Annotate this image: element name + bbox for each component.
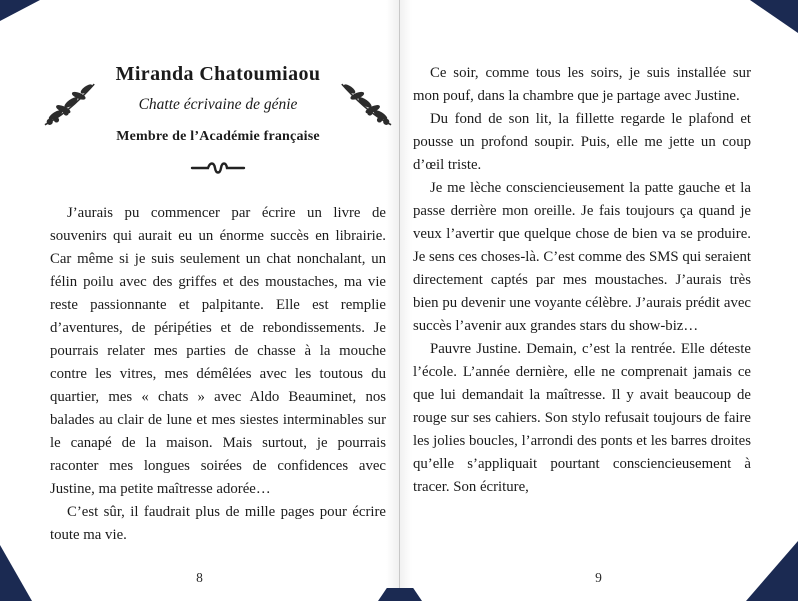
olive-branch-left-icon bbox=[42, 76, 100, 130]
page-number-left: 8 bbox=[196, 570, 203, 585]
paragraph: Je me lèche consciencieusement la patte gauche et la passe derrière mon oreille. Je fais toujours ça quand je veux l’avertir que quelque chose de bien va se produire. Je sens ces choses-là. C’est comme des SMS qui seraient directement captés par mes moustaches. J’aurais très bien pu devenir une voyante célèbre. J’aurais prédit avec succès l’avenir aux grandes stars du show-biz… bbox=[413, 180, 751, 334]
page-title: Miranda Chatoumiaou bbox=[115, 63, 321, 85]
page-right-content bbox=[413, 62, 751, 499]
chapter-header bbox=[50, 62, 386, 176]
paragraph: Pauvre Justine. Demain, c’est la rentrée. Elle déteste l’école. L’année dernière, elle ne comprenait jamais ce que lui demandait la maîtresse. Il y avait beaucoup de rouge sur ses cahiers. Son stylo refusait toujours de faire les jolies boucles, l’arrondi des ponts et les barres droites qu’elle s’appliquait pourtant consciencieusement à tracer. Son écriture, bbox=[413, 341, 751, 495]
page-number-right: 9 bbox=[595, 570, 602, 585]
olive-branch-right-icon bbox=[336, 76, 394, 130]
paragraph: J’aurais pu commencer par écrire un livre de souvenirs qui aurait eu un énorme succès en librairie. Car même si je suis seulement un chat nonchalant, un félin poilu avec des griffes et des moustaches, ma vie reste passionnante et palpitante. Elle est remplie d’aventures, de péripéties et de rebondissements. Je pourrais relater mes parties de chasse à la mouche contre les vitres, mes démêlées avec les toutous du quartier, mes « chats » avec Aldo Beauminet, nos balades au clair de lune et mes siestes interminables sur le canapé de la maison. Mais surtout, je pourrais raconter mes longues soirées de confidences avec Justine, ma petite maîtresse adorée… bbox=[50, 205, 386, 497]
affiliation-line: Membre de l’Académie française bbox=[116, 129, 320, 144]
page-left-content bbox=[50, 0, 386, 547]
paragraph: Ce soir, comme tous les soirs, je suis installée sur mon pouf, dans la chambre que je partage avec Justine. bbox=[413, 65, 751, 104]
page-subtitle: Chatte écrivaine de génie bbox=[138, 96, 298, 113]
body-text-left bbox=[50, 202, 386, 547]
page-right bbox=[399, 0, 798, 601]
paragraph: C’est sûr, il faudrait plus de mille pages pour écrire toute ma vie. bbox=[50, 504, 386, 543]
paragraph: Du fond de son lit, la fillette regarde le plafond et pousse un profond soupir. Puis, elle me jette un coup d’œil triste. bbox=[413, 111, 751, 173]
ornament-divider-icon bbox=[50, 160, 386, 176]
